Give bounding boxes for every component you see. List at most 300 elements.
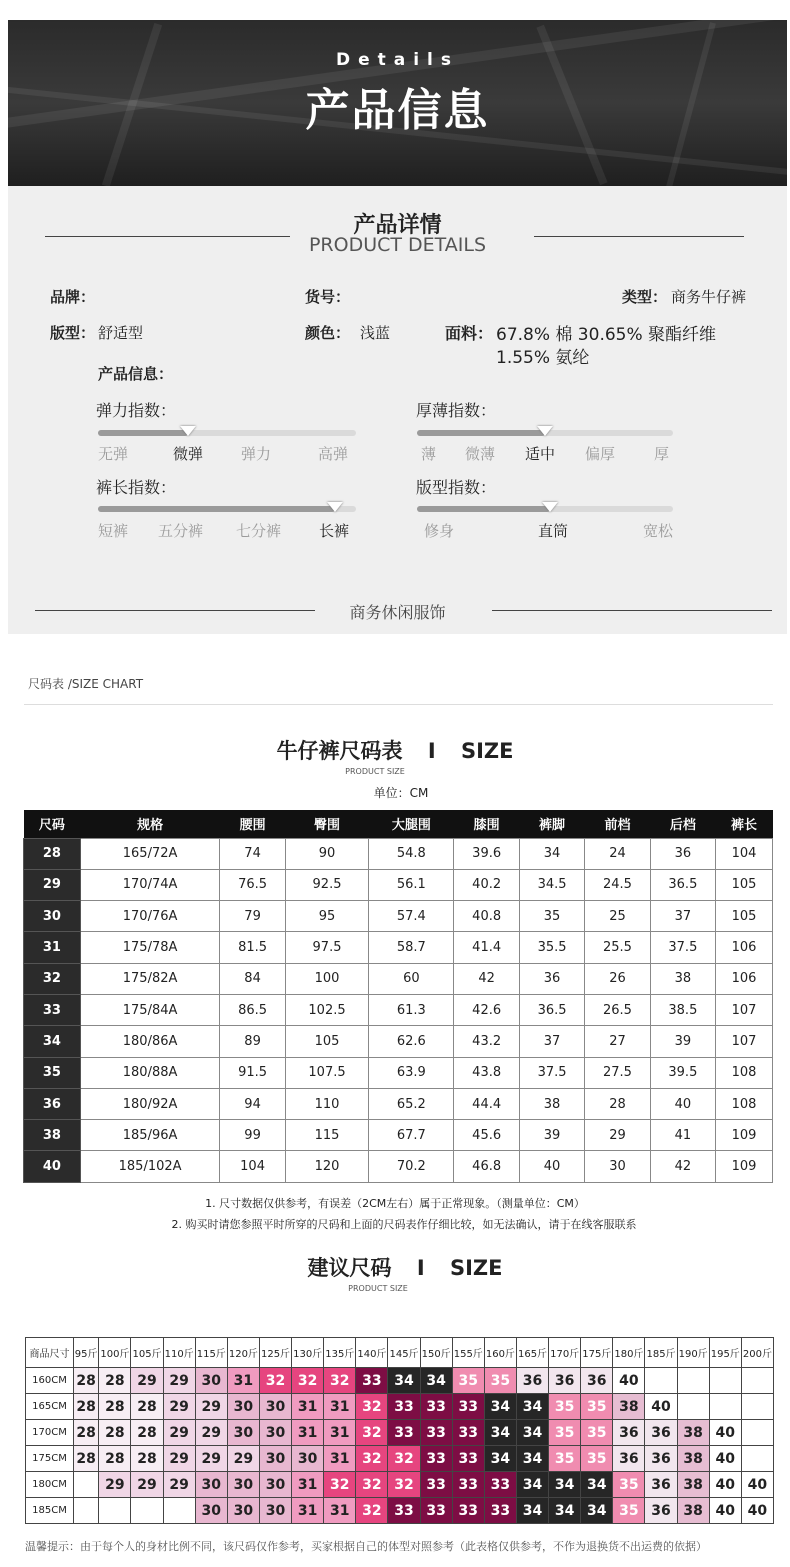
table-row [24,838,773,869]
size-cell: 54.8 [369,838,454,869]
size-cell: 25.5 [585,932,650,963]
size-cell: 74 [220,838,285,869]
elasticity-marker [180,426,196,436]
size-cell: 37 [519,1026,584,1057]
length-track [98,506,356,512]
recommend-cell [99,1498,131,1524]
sku-label: 货号： [305,288,351,306]
recommend-cell: 31 [292,1420,324,1446]
size-cell: 42.6 [454,994,519,1025]
size-cell: 41 [650,1120,715,1151]
length-marker [327,502,343,512]
recommend-cell [163,1498,195,1524]
recommend-cell: 34 [516,1394,548,1420]
size-cell: 104 [716,838,773,869]
recommend-subtitle: PRODUCT SIZE [348,1284,408,1293]
size-cell: 92.5 [285,869,368,900]
recommend-cell: 28 [74,1446,99,1472]
recommend-title-en: SIZE [449,1256,503,1280]
recommend-cell: 35 [549,1394,581,1420]
recommend-weight-header: 195斤 [709,1338,741,1368]
table-row [24,1120,773,1151]
size-cell: 108 [716,1057,773,1088]
recommend-cell: 29 [163,1394,195,1420]
size-cell: 180/88A [80,1057,220,1088]
size-cell: 56.1 [369,869,454,900]
size-cell: 90 [285,838,368,869]
size-cell: 38 [24,1120,81,1151]
recommend-cell [709,1368,741,1394]
recommend-row [26,1498,774,1524]
size-chart-unit: 单位：CM [373,786,429,800]
size-cell: 37.5 [650,932,715,963]
recommend-cell: 29 [227,1446,259,1472]
length-title: 裤长指数： [96,478,177,497]
thickness-label-4: 厚 [654,445,670,463]
elasticity-title: 弹力指数： [96,401,177,420]
size-cell: 76.5 [220,869,285,900]
recommend-weight-header: 110斤 [163,1338,195,1368]
recommend-weight-header: 145斤 [388,1338,420,1368]
size-cell: 31 [24,932,81,963]
type-value: 商务牛仔裤 [671,288,747,306]
size-header-4: 大腿围 [369,810,454,838]
recommend-cell: 29 [163,1368,195,1394]
size-cell: 63.9 [369,1057,454,1088]
elasticity-label-3: 高弹 [318,445,349,463]
size-cell: 41.4 [454,932,519,963]
size-cell: 60 [369,963,454,994]
recommend-cell: 38 [677,1498,709,1524]
recommend-row [26,1472,774,1498]
size-cell: 175/84A [80,994,220,1025]
recommend-cell: 40 [613,1368,645,1394]
elasticity-track [98,430,356,436]
recommend-cell: 38 [677,1446,709,1472]
recommend-cell: 28 [99,1394,131,1420]
elasticity-label-1: 微弹 [173,445,204,463]
recommend-weight-header: 130斤 [292,1338,324,1368]
size-cell: 28 [585,1088,650,1119]
cut-label-0: 修身 [424,522,455,540]
thickness-label-1: 微薄 [465,445,496,463]
size-cell: 45.6 [454,1120,519,1151]
size-chart-breadcrumb: 尺码表 /SIZE CHART [28,677,144,691]
size-cell: 57.4 [369,901,454,932]
size-cell: 109 [716,1120,773,1151]
recommend-row [26,1420,774,1446]
recommend-cell: 40 [709,1498,741,1524]
size-cell: 30 [585,1151,650,1182]
size-cell: 108 [716,1088,773,1119]
table-row [24,901,773,932]
recommend-cell: 35 [613,1472,645,1498]
recommend-cell: 31 [324,1498,356,1524]
length-label-0: 短裤 [98,522,129,540]
recommend-cell: 30 [259,1472,291,1498]
size-cell: 24 [585,838,650,869]
recommend-cell: 32 [356,1472,388,1498]
table-row [24,994,773,1025]
table-row [24,869,773,900]
recommend-cell: 33 [420,1420,452,1446]
recommend-cell: 29 [131,1472,163,1498]
size-cell: 34 [24,1026,81,1057]
size-header-1: 规格 [80,810,220,838]
recommend-weight-header: 185斤 [645,1338,677,1368]
recommend-cell: 35 [549,1420,581,1446]
recommend-cell [677,1394,709,1420]
recommend-height-label: 165CM [26,1394,74,1420]
cut-marker [542,502,558,512]
size-cell: 28 [24,838,81,869]
size-cell: 38.5 [650,994,715,1025]
size-cell: 26.5 [585,994,650,1025]
size-cell: 86.5 [220,994,285,1025]
size-cell: 40 [24,1151,81,1182]
size-cell: 29 [24,869,81,900]
recommend-weight-header: 155斤 [452,1338,484,1368]
recommend-cell: 33 [452,1420,484,1446]
size-cell: 27.5 [585,1057,650,1088]
size-header-7: 前档 [585,810,650,838]
size-cell: 43.2 [454,1026,519,1057]
size-header-3: 臀围 [285,810,368,838]
recommend-cell: 40 [741,1472,773,1498]
recommend-cell: 36 [645,1472,677,1498]
size-cell: 36 [24,1088,81,1119]
color-value: 浅蓝 [360,324,391,342]
size-cell: 91.5 [220,1057,285,1088]
size-cell: 61.3 [369,994,454,1025]
size-header-6: 裤脚 [519,810,584,838]
size-cell: 165/72A [80,838,220,869]
recommend-cell [645,1368,677,1394]
recommend-cell: 28 [99,1368,131,1394]
recommend-cell: 28 [74,1420,99,1446]
size-cell: 36.5 [650,869,715,900]
size-cell: 40.8 [454,901,519,932]
size-cell: 29 [585,1120,650,1151]
elasticity-label-0: 无弹 [98,445,129,463]
size-cell: 97.5 [285,932,368,963]
type-label: 类型： [622,288,668,306]
fit-value: 舒适型 [98,324,144,342]
size-cell: 79 [220,901,285,932]
recommend-cell: 30 [227,1420,259,1446]
recommend-weight-header: 125斤 [259,1338,291,1368]
size-cell: 42 [650,1151,715,1182]
recommend-cell: 32 [324,1472,356,1498]
size-cell: 39 [650,1026,715,1057]
recommend-cell: 30 [292,1446,324,1472]
size-cell: 36.5 [519,994,584,1025]
recommend-weight-header: 165斤 [516,1338,548,1368]
recommend-cell: 33 [388,1394,420,1420]
recommend-cell: 32 [388,1472,420,1498]
fabric-label: 面料： [445,324,494,343]
brand-label: 品牌： [50,288,96,306]
recommend-cell [131,1498,163,1524]
recommend-weight-header: 105斤 [131,1338,163,1368]
size-cell: 26 [585,963,650,994]
size-cell: 170/74A [80,869,220,900]
recommend-cell: 29 [163,1420,195,1446]
recommend-row [26,1394,774,1420]
recommend-weight-header: 190斤 [677,1338,709,1368]
thickness-label-0: 薄 [421,445,437,463]
recommend-cell [741,1368,773,1394]
size-cell: 67.7 [369,1120,454,1151]
table-row [24,1151,773,1182]
length-label-1: 五分裤 [158,522,204,540]
size-cell: 115 [285,1120,368,1151]
size-cell: 30 [24,901,81,932]
size-header-9: 裤长 [716,810,773,838]
recommend-cell: 34 [388,1368,420,1394]
recommend-cell: 31 [292,1498,324,1524]
recommend-cell: 36 [613,1446,645,1472]
size-cell: 180/92A [80,1088,220,1119]
recommend-cell [677,1368,709,1394]
recommend-cell: 35 [452,1368,484,1394]
recommend-cell: 35 [581,1446,613,1472]
recommend-cell: 34 [549,1498,581,1524]
recommend-cell: 36 [645,1420,677,1446]
color-label: 颜色： [305,324,351,342]
length-fill [98,506,335,512]
size-cell: 105 [716,869,773,900]
recommend-cell: 28 [74,1368,99,1394]
recommend-cell: 30 [259,1420,291,1446]
size-chart-title-en: SIZE [460,739,514,763]
size-cell: 110 [285,1088,368,1119]
recommend-weight-header: 135斤 [324,1338,356,1368]
banner-cn-title: 产品信息 [305,85,490,136]
size-table [23,810,773,1183]
size-header-8: 后档 [650,810,715,838]
size-cell: 175/82A [80,963,220,994]
recommend-cell: 35 [581,1394,613,1420]
size-cell: 40 [519,1151,584,1182]
product-info-label: 产品信息： [98,365,174,383]
size-cell: 35 [24,1057,81,1088]
size-chart-title-sep: I [427,739,436,763]
size-cell: 36 [650,838,715,869]
size-cell: 62.6 [369,1026,454,1057]
size-cell: 37.5 [519,1057,584,1088]
recommend-cell: 32 [259,1368,291,1394]
recommend-cell: 33 [452,1446,484,1472]
recommend-cell: 31 [324,1446,356,1472]
size-cell: 43.8 [454,1057,519,1088]
recommend-cell: 30 [195,1368,227,1394]
size-cell: 185/102A [80,1151,220,1182]
recommend-weight-header: 95斤 [74,1338,99,1368]
size-cell: 81.5 [220,932,285,963]
size-cell: 107 [716,1026,773,1057]
size-cell: 34.5 [519,869,584,900]
recommend-cell: 29 [131,1368,163,1394]
size-cell: 33 [24,994,81,1025]
size-cell: 180/86A [80,1026,220,1057]
recommend-cell: 36 [581,1368,613,1394]
recommend-cell: 30 [227,1472,259,1498]
recommend-cell: 40 [741,1498,773,1524]
recommend-cell: 33 [452,1394,484,1420]
recommend-cell: 33 [420,1498,452,1524]
recommend-cell: 28 [131,1446,163,1472]
recommend-row [26,1446,774,1472]
recommend-cell: 28 [99,1446,131,1472]
fabric-value-1: 67.8% 棉 30.65% 聚酯纤维 [496,325,717,345]
recommend-cell: 30 [195,1472,227,1498]
recommend-cell: 36 [613,1420,645,1446]
recommend-cell: 33 [420,1394,452,1420]
cut-fill [417,506,550,512]
recommend-height-label: 170CM [26,1420,74,1446]
recommend-cell: 35 [484,1368,516,1394]
size-cell: 89 [220,1026,285,1057]
recommend-cell [74,1472,99,1498]
recommend-cell: 28 [74,1394,99,1420]
recommend-height-label: 160CM [26,1368,74,1394]
recommend-weight-header: 180斤 [613,1338,645,1368]
size-cell: 185/96A [80,1120,220,1151]
recommend-cell: 40 [709,1472,741,1498]
size-cell: 104 [220,1151,285,1182]
recommend-cell: 33 [388,1498,420,1524]
recommend-cell: 32 [356,1420,388,1446]
recommend-cell: 28 [99,1420,131,1446]
table-row [24,1088,773,1119]
size-cell: 39.6 [454,838,519,869]
fit-label: 版型： [50,324,96,342]
table-row [24,1057,773,1088]
recommend-cell: 34 [516,1472,548,1498]
size-cell: 120 [285,1151,368,1182]
recommend-cell: 40 [645,1394,677,1420]
size-header-5: 膝围 [454,810,519,838]
recommend-cell [741,1420,773,1446]
recommend-cell: 29 [163,1446,195,1472]
recommend-cell: 28 [131,1394,163,1420]
recommend-cell: 33 [484,1498,516,1524]
recommend-header-row [26,1338,774,1368]
recommend-cell: 38 [613,1394,645,1420]
recommend-cell: 36 [645,1446,677,1472]
size-note-2: 2. 购买时请您参照平时所穿的尺码和上面的尺码表作仔细比较，如无法确认，请于在线客服联系 [171,1218,637,1231]
recommend-cell: 33 [388,1420,420,1446]
size-header-0: 尺码 [24,810,81,838]
size-cell: 38 [650,963,715,994]
size-cell: 39 [519,1120,584,1151]
recommend-cell: 34 [484,1394,516,1420]
size-cell: 35 [519,901,584,932]
table-row [24,1026,773,1057]
recommend-weight-header: 120斤 [227,1338,259,1368]
recommend-cell: 31 [324,1420,356,1446]
recommend-cell: 35 [549,1446,581,1472]
recommend-cell: 29 [195,1420,227,1446]
recommend-weight-header: 150斤 [420,1338,452,1368]
recommend-cell: 30 [227,1498,259,1524]
recommend-cell: 31 [292,1472,324,1498]
size-note-1: 1. 尺寸数据仅供参考，有误差（2CM左右）属于正常现象。（测量单位：CM） [205,1197,585,1210]
size-cell: 39.5 [650,1057,715,1088]
recommend-corner: 商品尺寸 [26,1338,74,1368]
thickness-fill [417,430,545,436]
size-cell: 70.2 [369,1151,454,1182]
recommend-cell: 31 [292,1394,324,1420]
size-chart-subtitle: PRODUCT SIZE [345,767,405,776]
size-cell: 170/76A [80,901,220,932]
recommend-height-label: 175CM [26,1446,74,1472]
recommend-cell [74,1498,99,1524]
product-details-panel [8,186,787,634]
size-cell: 94 [220,1088,285,1119]
size-cell: 24.5 [585,869,650,900]
details-title-en: PRODUCT DETAILS [308,234,487,256]
size-cell: 106 [716,932,773,963]
recommend-cell: 34 [420,1368,452,1394]
recommend-cell: 36 [549,1368,581,1394]
size-cell: 175/78A [80,932,220,963]
recommend-title [0,1252,790,1282]
thickness-marker [537,426,553,436]
details-title-cn: 产品详情 [353,213,442,238]
size-cell: 107 [716,994,773,1025]
size-cell: 37 [650,901,715,932]
recommend-cell: 34 [516,1420,548,1446]
recommend-cell: 29 [195,1446,227,1472]
size-cell: 58.7 [369,932,454,963]
recommend-table [25,1337,774,1524]
recommend-height-label: 180CM [26,1472,74,1498]
recommend-cell: 33 [420,1446,452,1472]
recommend-cell: 33 [420,1472,452,1498]
size-cell: 99 [220,1120,285,1151]
recommend-cell: 33 [356,1368,388,1394]
recommend-cell: 30 [259,1394,291,1420]
size-cell: 106 [716,963,773,994]
length-label-3: 长裤 [319,522,350,540]
recommend-cell: 40 [709,1446,741,1472]
recommend-cell: 32 [356,1394,388,1420]
length-label-2: 七分裤 [236,522,282,540]
recommend-height-label: 185CM [26,1498,74,1524]
recommend-cell: 32 [324,1368,356,1394]
recommend-cell [741,1394,773,1420]
recommend-cell: 29 [99,1472,131,1498]
recommend-cell: 34 [549,1472,581,1498]
recommend-weight-header: 140斤 [356,1338,388,1368]
size-cell: 102.5 [285,994,368,1025]
recommend-weight-header: 100斤 [99,1338,131,1368]
cut-title: 版型指数： [416,478,497,497]
size-header-2: 腰围 [220,810,285,838]
recommend-cell: 35 [581,1420,613,1446]
warm-tip: 温馨提示：由于每个人的身材比例不同，该尺码仅作参考，买家根据自己的体型对照参考（此表格仅供参考，不作为退换货不出运费的依据） [25,1540,707,1553]
size-cell: 65.2 [369,1088,454,1119]
cut-label-2: 宽松 [643,522,674,540]
recommend-cell: 32 [356,1446,388,1472]
details-footer: 商务休闲服饰 [349,603,446,622]
recommend-cell: 34 [484,1420,516,1446]
recommend-cell: 32 [388,1446,420,1472]
recommend-cell: 34 [516,1446,548,1472]
recommend-cell: 30 [259,1498,291,1524]
